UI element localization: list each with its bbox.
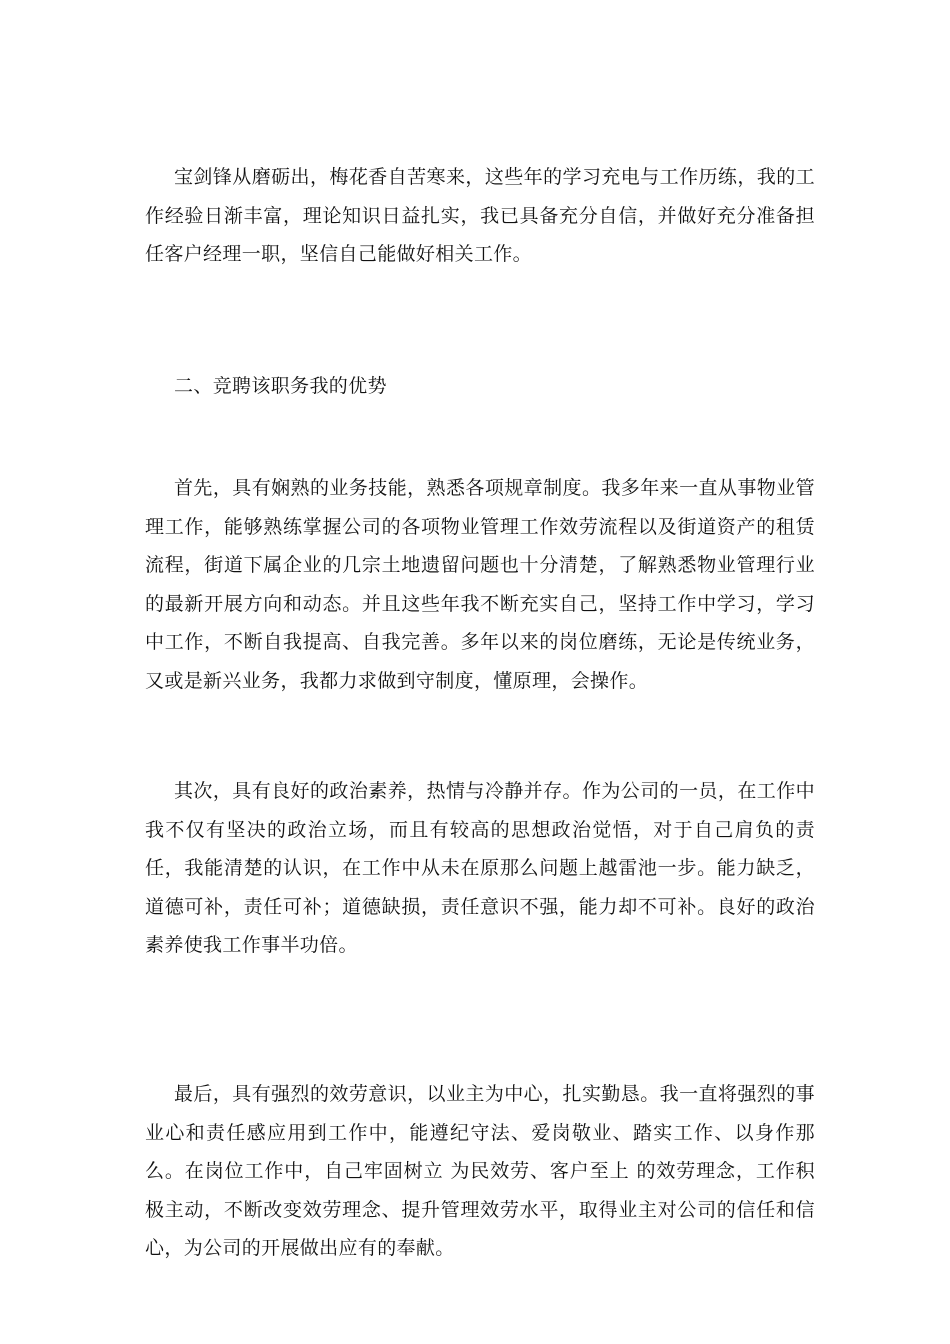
paragraph-intro: 宝剑锋从磨砺出，梅花香自苦寒来，这些年的学习充电与工作历练，我的工作经验日渐丰富，理论知识日益扎实，我已具备充分自信，并做好充分准备担任客户经理一职，坚信自己能做好相关工作。: [145, 166, 815, 266]
section-heading-advantages: 二、竞聘该职务我的优势: [174, 375, 387, 397]
paragraph-third-advantage: 最后，具有强烈的效劳意识，以业主为中心，扎实勤恳。我一直将强烈的事业心和责任感应用到工作中，能遵纪守法、爱岗敬业、踏实工作、以身作那么。在岗位工作中，自己牢固树立 为民效劳、客户至上 的效劳理念，工作积极主动，不断改变效劳理念、提升管理效劳水平，取得业主对公司的信任和信心，为公司的开展做出应有的奉献。: [145, 1083, 815, 1260]
paragraph-first-advantage: 首先，具有娴熟的业务技能，熟悉各项规章制度。我多年来一直从事物业管理工作，能够熟练掌握公司的各项物业管理工作效劳流程以及街道资产的租赁流程，街道下属企业的几宗土地遗留问题也十分清楚，了解熟悉物业管理行业的最新开展方向和动态。并且这些年我不断充实自己，坚持工作中学习，学习中工作，不断自我提高、自我完善。多年以来的岗位磨练，无论是传统业务，又或是新兴业务，我都力求做到守制度，懂原理，会操作。: [145, 477, 815, 692]
paragraph-second-advantage: 其次，具有良好的政治素养，热情与冷静并存。作为公司的一员，在工作中我不仅有坚决的政治立场，而且有较高的思想政治觉悟，对于自己肩负的责任，我能清楚的认识，在工作中从未在原那么问题上越雷池一步。能力缺乏，道德可补，责任可补；道德缺损，责任意识不强，能力却不可补。良好的政治素养使我工作事半功倍。: [145, 780, 815, 957]
